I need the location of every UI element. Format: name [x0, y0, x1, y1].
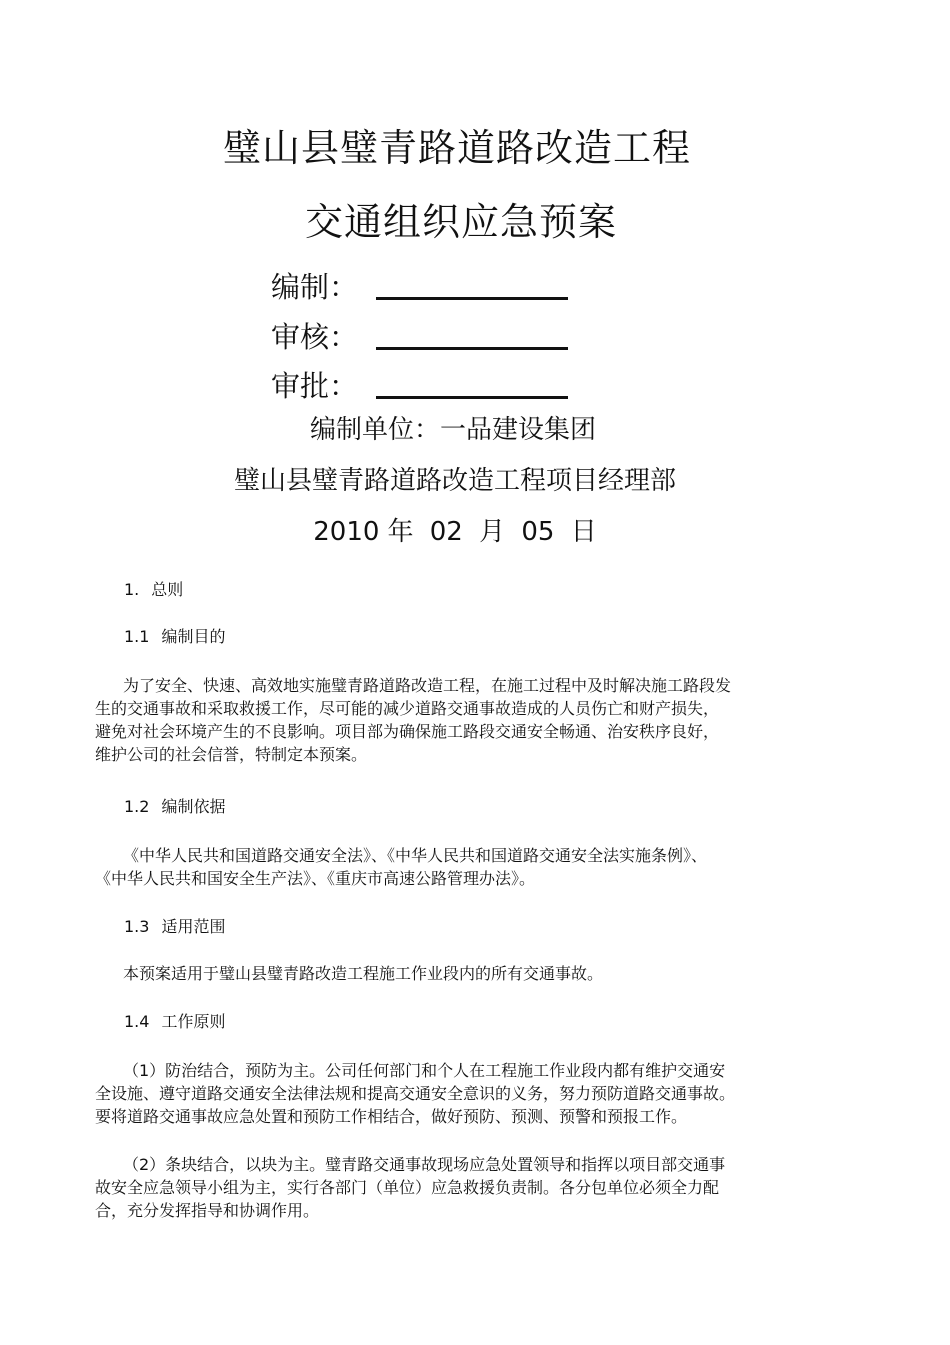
section-title: 编制依据	[161, 797, 226, 816]
date-day: 05	[521, 517, 555, 547]
document-title-line2: 交通组织应急预案	[304, 200, 617, 244]
paragraph-principle-1	[95, 1059, 810, 1128]
section-title: 适用范围	[161, 917, 226, 936]
paragraph-line: 避免对社会环境产生的不良影响。项目部为确保施工路段交通安全畅通、治安秩序良好，	[95, 722, 720, 741]
project-department: 璧山县璧青路道路改造工程项目经理部	[233, 466, 676, 496]
section-number: 1.4	[124, 1012, 150, 1031]
signature-row-compile	[271, 262, 568, 304]
paragraph-line: 维护公司的社会信誉，特制定本预案。	[95, 745, 368, 764]
paragraph-principle-2	[95, 1153, 810, 1222]
document-title-line1: 璧山县璧青路道路改造工程	[222, 126, 691, 170]
paragraph-line: 合，充分发挥指导和协调作用。	[95, 1201, 320, 1220]
signature-line-approve	[376, 366, 568, 399]
paragraph-line: （2）条块结合，以块为主。璧青路交通事故现场应急处置领导和指挥以项目部交通事	[123, 1155, 726, 1174]
section-number: 1.1	[124, 627, 150, 646]
paragraph-line: 生的交通事故和采取救援工作，尽可能的减少道路交通事故造成的人员伤亡和财产损失，	[95, 699, 720, 718]
section-number: 1.2	[124, 797, 150, 816]
signature-label-review: 审核：	[271, 320, 359, 354]
paragraph-line: 为了安全、快速、高效地实施璧青路道路改造工程，在施工过程中及时解决施工路段发	[123, 676, 732, 695]
date-year-unit: 年	[387, 517, 414, 547]
section-title: 工作原则	[161, 1012, 226, 1031]
paragraph-line: 全设施、遵守道路交通安全法律法规和提高交通安全意识的义务，努力预防道路交通事故。	[95, 1084, 736, 1103]
section-number: 1.	[124, 580, 140, 599]
signature-row-review	[271, 312, 568, 354]
paragraph-line: 《中华人民共和国道路交通安全法》、《中华人民共和国道路交通安全法实施条例》、	[123, 846, 708, 865]
date-month: 02	[429, 517, 463, 547]
paragraph-line: 要将道路交通事故应急处置和预防工作相结合，做好预防、预测、预警和预报工作。	[95, 1107, 688, 1126]
section-heading-1-2	[124, 796, 225, 818]
signature-label-compile: 编制：	[271, 270, 359, 304]
section-title: 编制目的	[161, 627, 226, 646]
signature-line-review	[376, 317, 568, 350]
date-year: 2010	[313, 517, 380, 547]
paragraph-purpose	[95, 674, 810, 766]
paragraph-line: 本预案适用于璧山县璧青路改造工程施工作业段内的所有交通事故。	[123, 964, 604, 983]
signature-line-compile	[376, 267, 568, 300]
paragraph-line: 《中华人民共和国安全生产法》、《重庆市高速公路管理办法》。	[95, 869, 536, 888]
signature-row-approve	[271, 361, 568, 403]
paragraph-basis	[95, 844, 810, 890]
document-date	[0, 516, 930, 548]
section-number: 1.3	[124, 917, 150, 936]
date-month-unit: 月	[479, 517, 506, 547]
section-heading-1-3	[124, 916, 225, 938]
date-day-unit: 日	[570, 517, 597, 547]
section-heading-1	[124, 579, 183, 601]
signature-label-approve: 审批：	[271, 369, 359, 403]
section-heading-1-4	[124, 1011, 225, 1033]
paragraph-scope	[95, 962, 810, 985]
compiling-unit: 编制单位：一品建设集团	[309, 415, 596, 445]
paragraph-line: （1）防治结合，预防为主。公司任何部门和个人在工程施工作业段内都有维护交通安	[123, 1061, 726, 1080]
section-title: 总则	[151, 580, 184, 599]
section-heading-1-1	[124, 626, 225, 648]
paragraph-line: 故安全应急领导小组为主，实行各部门（单位）应急救援负责制。各分包单位必须全力配	[95, 1178, 720, 1197]
